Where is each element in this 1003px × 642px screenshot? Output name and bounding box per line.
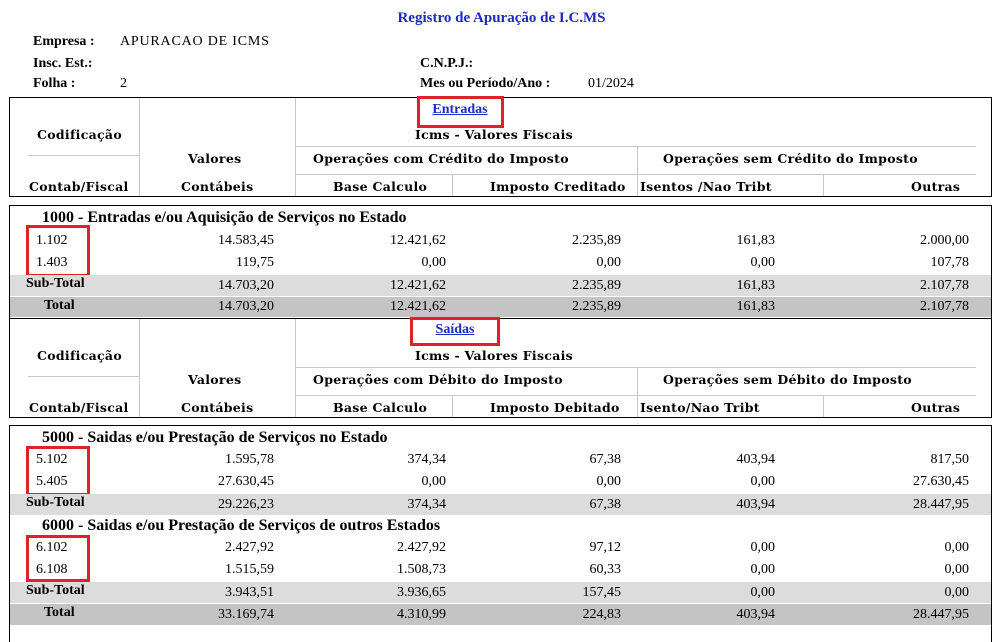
entradas-subtotal-base: 12.421,62: [390, 278, 446, 293]
saidas-6000-row-2-valores: 1.515,59: [225, 562, 274, 577]
periodo-label: Mes ou Período/Ano :: [420, 76, 551, 91]
saidas-5000-row-1-base: 374,34: [407, 452, 446, 467]
entradas-total-isentos: 161,83: [736, 299, 775, 314]
saidas-total-valores: 33.169,74: [218, 607, 274, 622]
periodo-value: 01/2024: [588, 76, 634, 91]
entradas-valores-header: Valores: [188, 151, 242, 166]
entradas-total-outras: 2.107,78: [920, 299, 969, 314]
saidas-5000-cfop-highlight-box: [26, 446, 90, 496]
saidas-6000-subtotal-imposto: 157,45: [582, 585, 621, 600]
saidas-5000-row-1-outras: 817,50: [930, 452, 969, 467]
saidas-5000-row-1-imposto: 67,38: [589, 452, 621, 467]
entradas-row-1-cfop: 1.102: [36, 233, 68, 248]
saidas-op-sem-debito-header: Operações sem Débito do Imposto: [663, 372, 912, 387]
entradas-subtotal-valores: 14.703,20: [218, 278, 274, 293]
saidas-group-5000-title: 5000 - Saidas e/ou Prestação de Serviços no Estado: [42, 429, 388, 446]
saidas-isento-header: Isento/Nao Tribt: [640, 400, 760, 415]
saidas-contabeis-header: Contábeis: [181, 400, 254, 415]
folha-label: Folha :: [33, 76, 76, 91]
saidas-6000-row-2-isento: 0,00: [750, 562, 775, 577]
entradas-row-2-isentos: 0,00: [750, 255, 775, 270]
saidas-5000-subtotal-label: Sub-Total: [26, 495, 85, 510]
saidas-5000-subtotal-outras: 28.447,95: [913, 497, 969, 512]
entradas-highlight-box: [417, 96, 504, 128]
saidas-codificacao-header: Codificação: [37, 348, 122, 363]
saidas-6000-row-1-valores: 2.427,92: [225, 540, 274, 555]
saidas-6000-row-1-outras: 0,00: [944, 540, 969, 555]
saidas-group-6000-title: 6000 - Saidas e/ou Prestação de Serviços de outros Estados: [42, 517, 441, 534]
saidas-base-calculo-header: Base Calculo: [333, 400, 428, 415]
entradas-row-2-cfop: 1.403: [36, 255, 68, 270]
saidas-6000-subtotal-base: 3.936,65: [397, 585, 446, 600]
saidas-6000-row-2-cfop: 6.108: [36, 562, 68, 577]
insc-est-label: Insc. Est.:: [33, 56, 93, 71]
entradas-codificacao-header: Codificação: [37, 127, 122, 142]
entradas-subtotal-label: Sub-Total: [26, 276, 85, 291]
saidas-6000-subtotal-outras: 0,00: [944, 585, 969, 600]
saidas-5000-subtotal-base: 374,34: [407, 497, 446, 512]
entradas-group-title: 1000 - Entradas e/ou Aquisição de Serviços no Estado: [42, 209, 407, 226]
cnpj-label: C.N.P.J.:: [420, 56, 474, 71]
saidas-5000-row-2-imposto: 0,00: [596, 474, 621, 489]
saidas-5000-row-2-cfop: 5.405: [36, 474, 68, 489]
saidas-outras-header: Outras: [911, 400, 961, 415]
entradas-icms-valores-header: Icms - Valores Fiscais: [414, 127, 574, 142]
entradas-isentos-header: Isentos /Nao Tribt: [640, 179, 772, 194]
saidas-contab-fiscal-header: Contab/Fiscal: [29, 400, 129, 415]
saidas-total-imposto: 224,83: [582, 607, 621, 622]
saidas-6000-subtotal-label: Sub-Total: [26, 583, 85, 598]
empresa-label: Empresa :: [33, 34, 95, 49]
entradas-total-label: Total: [44, 298, 75, 313]
saidas-highlight-box: [410, 317, 500, 346]
saidas-op-com-debito-header: Operações com Débito do Imposto: [313, 372, 563, 387]
entradas-row-1-imposto: 2.235,89: [572, 233, 621, 248]
entradas-row-2-imposto: 0,00: [596, 255, 621, 270]
saidas-5000-subtotal-imposto: 67,38: [589, 497, 621, 512]
saidas-total-base: 4.310,99: [397, 607, 446, 622]
empresa-value: APURACAO DE ICMS: [120, 34, 270, 49]
saidas-total-label: Total: [44, 605, 75, 620]
saidas-valores-header: Valores: [188, 372, 242, 387]
saidas-6000-subtotal-isento: 0,00: [750, 585, 775, 600]
saidas-6000-row-1-imposto: 97,12: [589, 540, 621, 555]
entradas-row-2-outras: 107,78: [930, 255, 969, 270]
entradas-op-sem-credito-header: Operações sem Crédito do Imposto: [663, 151, 918, 166]
entradas-contabeis-header: Contábeis: [181, 179, 254, 194]
entradas-contab-fiscal-header: Contab/Fiscal: [29, 179, 129, 194]
saidas-imposto-debitado-header: Imposto Debitado: [490, 400, 620, 415]
saidas-5000-row-1-isento: 403,94: [736, 452, 775, 467]
entradas-row-1-base: 12.421,62: [390, 233, 446, 248]
saidas-6000-row-2-base: 1.508,73: [397, 562, 446, 577]
entradas-imposto-creditado-header: Imposto Creditado: [490, 179, 626, 194]
saidas-5000-subtotal-isento: 403,94: [736, 497, 775, 512]
entradas-total-base: 12.421,62: [390, 299, 446, 314]
entradas-subtotal-isentos: 161,83: [736, 278, 775, 293]
entradas-row-1-outras: 2.000,00: [920, 233, 969, 248]
entradas-total-valores: 14.703,20: [218, 299, 274, 314]
saidas-5000-row-2-isento: 0,00: [750, 474, 775, 489]
saidas-section-link[interactable]: Saídas: [435, 322, 475, 337]
entradas-base-calculo-header: Base Calculo: [333, 179, 428, 194]
entradas-outras-header: Outras: [911, 179, 961, 194]
entradas-cfop-highlight-box: [26, 225, 90, 277]
saidas-6000-cfop-highlight-box: [26, 535, 90, 582]
entradas-subtotal-imposto: 2.235,89: [572, 278, 621, 293]
saidas-6000-row-1-isento: 0,00: [750, 540, 775, 555]
saidas-total-isento: 403,94: [736, 607, 775, 622]
saidas-total-outras: 28.447,95: [913, 607, 969, 622]
saidas-5000-row-2-outras: 27.630,45: [913, 474, 969, 489]
saidas-5000-row-2-base: 0,00: [421, 474, 446, 489]
report-title: Registro de Apuração de I.C.MS: [397, 10, 606, 26]
saidas-5000-subtotal-valores: 29.226,23: [218, 497, 274, 512]
saidas-6000-subtotal-valores: 3.943,51: [225, 585, 274, 600]
entradas-row-1-valores: 14.583,45: [218, 233, 274, 248]
saidas-6000-row-2-outras: 0,00: [944, 562, 969, 577]
saidas-5000-row-1-valores: 1.595,78: [225, 452, 274, 467]
entradas-row-1-isentos: 161,83: [736, 233, 775, 248]
entradas-total-imposto: 2.235,89: [572, 299, 621, 314]
entradas-row-2-base: 0,00: [421, 255, 446, 270]
saidas-6000-row-1-cfop: 6.102: [36, 540, 68, 555]
saidas-5000-row-1-cfop: 5.102: [36, 452, 68, 467]
saidas-6000-row-1-base: 2.427,92: [397, 540, 446, 555]
entradas-section-link[interactable]: Entradas: [432, 102, 488, 117]
folha-value: 2: [120, 76, 127, 91]
saidas-icms-valores-header: Icms - Valores Fiscais: [414, 348, 574, 363]
entradas-subtotal-outras: 2.107,78: [920, 278, 969, 293]
entradas-row-2-valores: 119,75: [236, 255, 274, 270]
saidas-6000-row-2-imposto: 60,33: [589, 562, 621, 577]
saidas-5000-row-2-valores: 27.630,45: [218, 474, 274, 489]
entradas-op-com-credito-header: Operações com Crédito do Imposto: [313, 151, 569, 166]
